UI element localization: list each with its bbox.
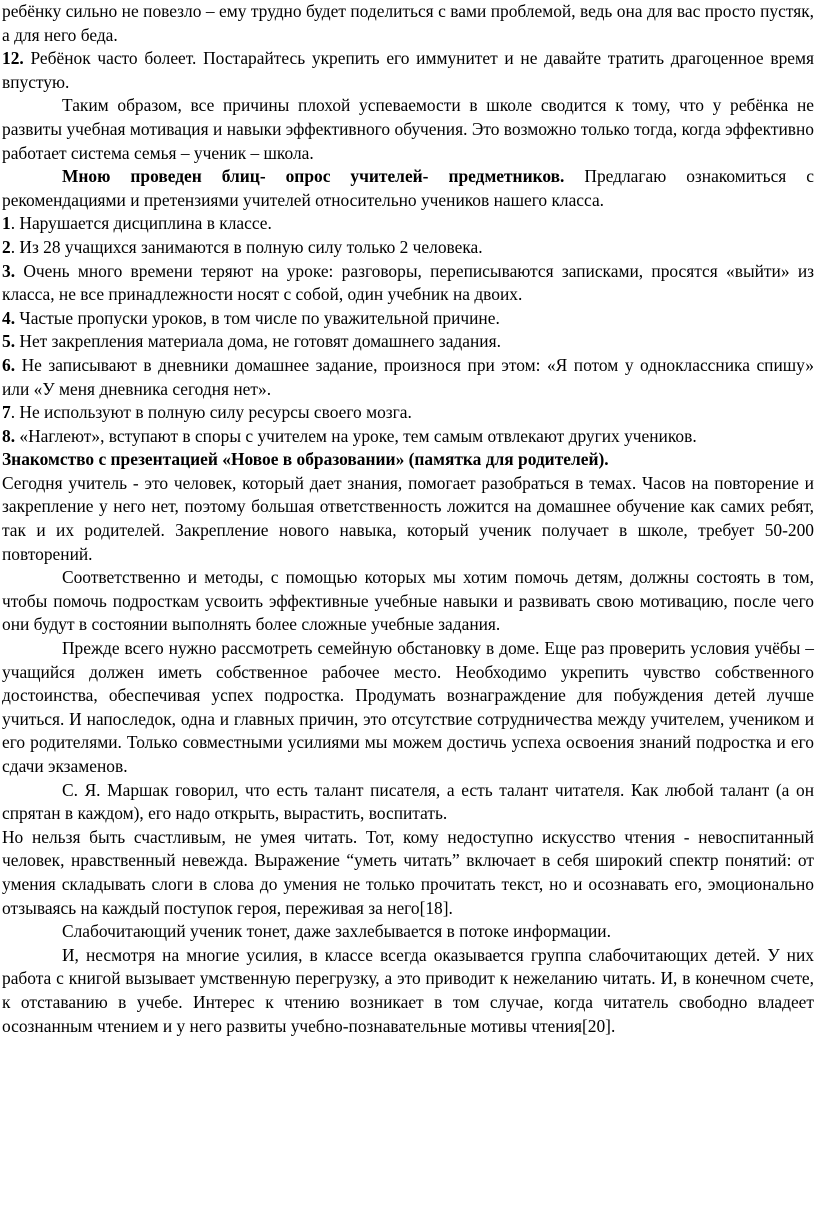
list-item: [2, 354, 814, 401]
list-item-text: . Не используют в полную силу ресурсы своего мозга.: [10, 402, 412, 423]
list-item-text: «Наглеют», вступают в споры с учителем на уроке, тем самым отвлекают других учеников.: [15, 425, 697, 446]
paragraph-conclusion: Таким образом, все причины плохой успеваемости в школе сводится к тому, что у ребёнка не развиты учебная мотивация и навыки эффективного обучения. Это возможно только тогда, когда эффективно работает система семья – ученик – школа.: [2, 95, 814, 163]
survey-intro-text: Предлагаю ознакомиться с рекомендациями и претензиями учителей относительно учеников нашего класса.: [2, 166, 814, 210]
list-item-number: 4.: [2, 307, 16, 328]
list-item: [2, 330, 814, 354]
list-item-text: . Нарушается дисциплина в классе.: [10, 213, 272, 234]
item-12-text: Ребёнок часто болеет. Постарайтесь укрепить его иммунитет и не давайте тратить драгоценное время впустую.: [2, 48, 814, 92]
paragraph-intro-continued: ребёнку сильно не повезло – ему трудно будет поделиться с вами проблемой, ведь она для вас просто пустяк, а для него беда.: [2, 1, 814, 45]
body-paragraph-marshak: С. Я. Маршак говорил, что есть талант писателя, а есть талант читателя. Как любой талант (а он спрятан в каждом), его надо открыть, вырастить, воспитать.: [2, 779, 814, 824]
list-item: [2, 425, 814, 449]
body-paragraph-teacher: Сегодня учитель - это человек, который дает знания, помогает разобраться в темах. Часов на повторение и закрепление у него нет, поэтому большая ответственность ложится на домашнее обучение как самих ребят, так и их родителей. Закрепление нового навыка, который ученик получает в школе, требует 50-200 повторений.: [2, 472, 814, 564]
paragraph-survey-intro: [2, 165, 814, 212]
list-item-text: . Из 28 учащихся занимаются в полную силу только 2 человека.: [10, 236, 483, 257]
list-item-number: 7: [2, 402, 11, 423]
item-12-number: 12.: [2, 48, 24, 69]
list-item: [2, 236, 814, 260]
body-paragraph-weak-readers-group: И, несмотря на многие усилия, в классе всегда оказывается группа слабочитающих детей. У них работа с книгой вызывает умственную перегрузку, а это приводит к нежеланию читать. И, в конечном счете, к отставанию в учебе. Интерес к чтению возникает в том случае, когда читатель свободно владеет осознанным чтением и у него развиты учебно-познавательные мотивы чтения[20].: [2, 944, 814, 1036]
list-item-number: 5.: [2, 331, 16, 352]
list-item: [2, 212, 814, 236]
list-item: [2, 260, 814, 307]
list-item-number: 2: [2, 236, 11, 257]
survey-intro-bold: Мною проведен блиц- опрос учителей- предметников.: [62, 166, 565, 187]
paragraph-item-12: [2, 47, 814, 94]
list-item-number: 6.: [2, 354, 16, 375]
list-item: [2, 401, 814, 425]
body-paragraph-reading: Но нельзя быть счастливым, не умея читать. Тот, кому недоступно искусство чтения - невоспитанный человек, нравственный невежда. Выражение “уметь читать” включает в себя широкий спектр понятий: от умения складывать слоги в слова до умения не только прочитать текст, но и осознавать его, эмоционально отзываясь на каждый поступок героя, переживая за него[18].: [2, 826, 814, 918]
list-item-text: Нет закрепления материала дома, не готовят домашнего задания.: [15, 331, 501, 352]
body-paragraph-weak-reader: Слабочитающий ученик тонет, даже захлебывается в потоке информации.: [62, 921, 611, 942]
list-item-text: Очень много времени теряют на уроке: разговоры, переписываются записками, просятся «выйти» из класса, не все принадлежности носят с собой, один учебник на двоих.: [2, 260, 814, 305]
body-paragraph-family: Прежде всего нужно рассмотреть семейную обстановку в доме. Еще раз проверить условия учёбы – учащийся должен иметь собственное рабочее место. Необходимо укрепить чувство собственного достоинства, обеспечивая успех подростка. Продумать вознаграждение для побуждения детей лучше учиться. И напоследок, одна и главных причин, это отсутствие сотрудничества между учителем, учеником и его родителями. Только совместными усилиями мы можем достичь успеха освоения знаний подростка и его сдачи экзаменов.: [2, 638, 814, 776]
list-item-text: Не записывают в дневники домашнее задание, произнося при этом: «Я потом у одноклассника спишу» или «У меня дневника сегодня нет».: [2, 354, 814, 399]
list-item-number: 3.: [2, 260, 16, 281]
list-item: [2, 307, 814, 331]
list-item-number: 8.: [2, 425, 16, 446]
list-item-number: 1: [2, 213, 11, 234]
body-paragraph-methods: Соответственно и методы, с помощью которых мы хотим помочь детям, должны состоять в том, чтобы помочь подросткам усвоить эффективные учебные навыки и развивать свою мотивацию, после чего они будут в состоянии выполнять более сложные учебные задания.: [2, 567, 814, 635]
list-item-text: Частые пропуски уроков, в том числе по уважительной причине.: [15, 307, 500, 328]
section-heading: Знакомство с презентацией «Новое в образовании» (памятка для родителей).: [2, 449, 609, 470]
